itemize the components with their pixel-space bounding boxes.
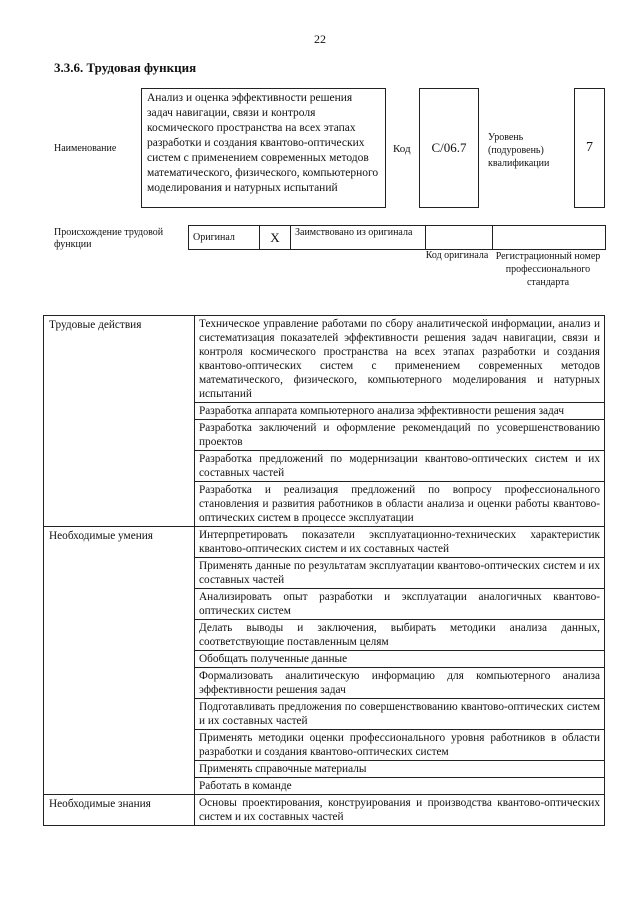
section-title: 3.3.6. Трудовая функция (54, 60, 197, 75)
registration-number-cell (493, 226, 606, 250)
skill-item: Формализовать аналитическую информацию для компьютерного анализа эффективности решения задач (195, 668, 605, 699)
registration-number-caption: Регистрационный номер профессионального стандарта (495, 251, 601, 288)
labor-action-item: Разработка аппарата компьютерного анализа эффективности решения задач (195, 403, 605, 420)
table-row (44, 795, 605, 826)
original-mark: X (260, 226, 291, 250)
original-code-cell (426, 226, 493, 250)
code-original-caption: Код оригинала (425, 250, 489, 261)
skill-item: Применять методики оценки профессионального уровня работников в области разработки и создания квантово-оптических систем (195, 730, 605, 761)
page-number: 22 (314, 32, 326, 46)
code-label: Код (393, 143, 411, 155)
labor-action-item: Разработка и реализация предложений по вопросу профессионального становления и развития работников в области анализа и оценки работы квантово-оптических систем в процессе эксплуатации (195, 482, 605, 527)
origin-label: Происхождение трудовой функции (54, 227, 164, 250)
skill-item: Интерпретировать показатели эксплуатационно-технических характеристик квантово-оптических систем и их составных частей (195, 527, 605, 558)
skill-item: Обобщать полученные данные (195, 651, 605, 668)
borrowed-label: Заимствовано из оригинала (291, 226, 426, 250)
skill-item: Применять справочные материалы (195, 761, 605, 778)
knowledge-item: Основы проектирования, конструирования и производства квантово-оптических систем и их составных частей (195, 795, 605, 826)
origin-table (188, 225, 606, 250)
knowledge-title: Необходимые знания (44, 795, 195, 826)
qualification-level-value: 7 (574, 88, 605, 208)
name-label: Наименование (54, 143, 117, 154)
code-value: С/06.7 (419, 88, 479, 208)
original-label: Оригинал (189, 226, 260, 250)
labor-action-item: Разработка предложений по модернизации квантово-оптических систем и их составных частей (195, 451, 605, 482)
table-row (44, 527, 605, 558)
labor-action-item: Техническое управление работами по сбору аналитической информации, анализ и систематизация показателей эффективности решения задач навигации, связи и контроля космического пространства на всех этапах разработки и создания квантово-оптических систем с применением современных методов математического, физического, компьютерного моделирования и натурных испытаний (195, 316, 605, 403)
skill-item: Применять данные по результатам эксплуатации квантово-оптических систем и их составных частей (195, 558, 605, 589)
qualification-level-label (488, 131, 568, 170)
skill-item: Делать выводы и заключения, выбирать методики анализа данных, соответствующие поставленным целям (195, 620, 605, 651)
function-name-value: Анализ и оценка эффективности решения задач навигации, связи и контроля космического пространства на всех этапах разработки и создания квантово-оптических систем с применением современных методов математического, физического, компьютерного моделирования и натурных испытаний (141, 88, 386, 208)
skill-item: Анализировать опыт разработки и эксплуатации аналогичных квантово-оптических систем (195, 589, 605, 620)
labor-actions-title: Трудовые действия (44, 316, 195, 527)
function-details-table (43, 315, 605, 826)
skill-item: Работать в команде (195, 778, 605, 795)
table-row (44, 316, 605, 403)
level-label-text: Уровень (подуровень) квалификации (488, 132, 550, 169)
skill-item: Подготавливать предложения по совершенствованию квантово-оптических систем и их составных частей (195, 699, 605, 730)
skills-title: Необходимые умения (44, 527, 195, 795)
labor-action-item: Разработка заключений и оформление рекомендаций по усовершенствованию проектов (195, 420, 605, 451)
